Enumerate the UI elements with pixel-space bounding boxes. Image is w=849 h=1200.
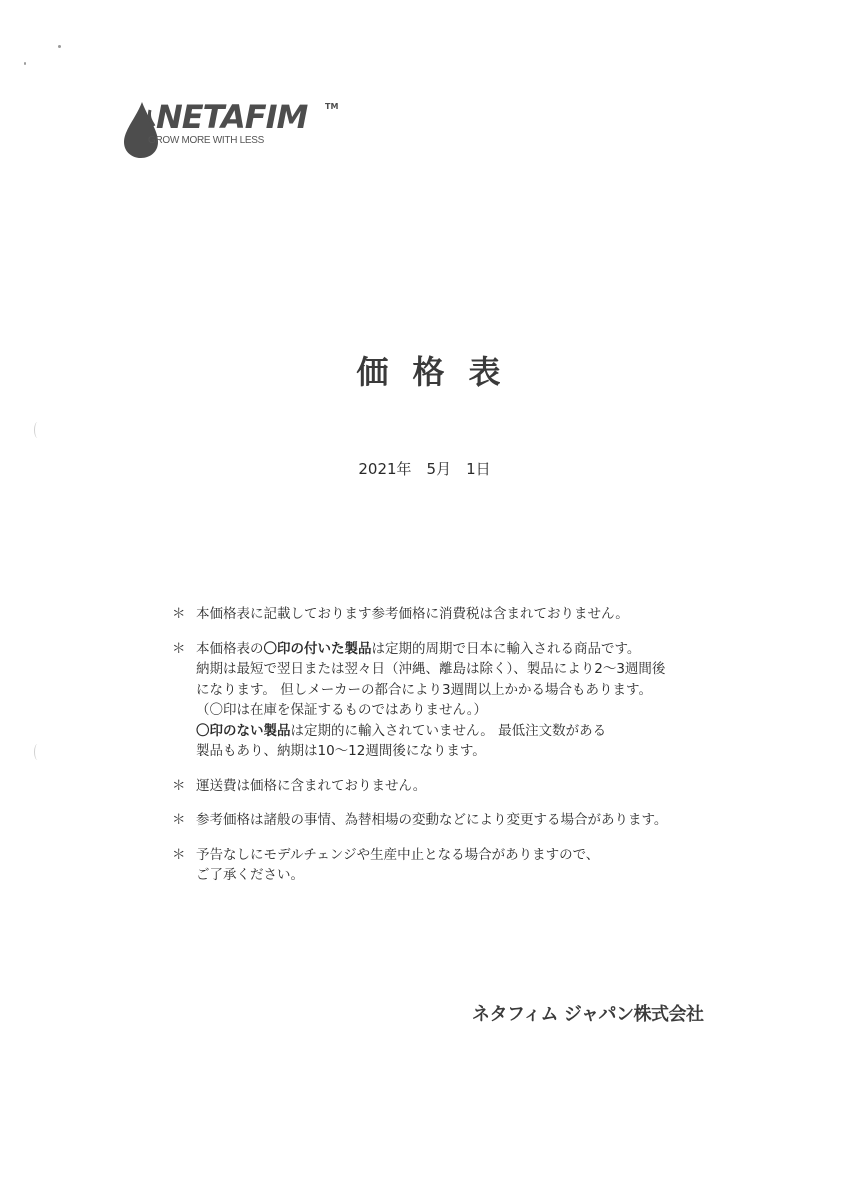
- note-line: [196, 700, 728, 721]
- scan-edge-mark: [34, 422, 41, 438]
- netafim-logo: [120, 98, 360, 162]
- note-text: 製品もあり、納期は10～12週間後になります。: [196, 743, 486, 759]
- note-text: 本価格表の: [196, 640, 264, 657]
- logo-trademark: TM: [325, 102, 339, 111]
- note-line: [196, 604, 728, 625]
- note-bullet: ＊: [172, 777, 186, 794]
- note-bullet: ＊: [172, 606, 186, 622]
- document-title: 価格表: [356, 353, 525, 391]
- notes-list: [168, 604, 728, 900]
- note-line: [196, 639, 728, 660]
- note-text: は定期的に輸入されていません。 最低注文数がある: [290, 722, 607, 739]
- note-text: 予告なしにモデルチェンジや生産中止となる場合がありますので、: [196, 846, 600, 863]
- note-line: [196, 865, 728, 886]
- note-item: [168, 639, 728, 762]
- note-text: は定期的周期で日本に輸入される商品です。: [371, 640, 641, 657]
- note-item: [168, 810, 728, 831]
- note-text: 参考価格は諸般の事情、為替相場の変動などにより変更する場合があります。: [196, 812, 668, 828]
- note-text: 本価格表に記載しております参考価格に消費税は含まれておりません。: [196, 606, 629, 622]
- company-name: ネタフィム ジャパン株式会社: [472, 1004, 704, 1025]
- logo-tagline: GROW MORE WITH LESS: [148, 135, 264, 146]
- note-line: [196, 741, 728, 762]
- note-item: [168, 604, 728, 625]
- note-line: [196, 776, 728, 797]
- logo-wordmark: NETAFIM: [156, 98, 308, 136]
- note-line: [196, 680, 728, 701]
- note-text: ご了承ください。: [196, 867, 304, 883]
- note-line: [196, 659, 728, 680]
- note-line: [196, 721, 728, 742]
- note-item: [168, 776, 728, 797]
- note-bullet: ＊: [172, 812, 186, 828]
- note-line: [196, 810, 728, 831]
- note-text: 納期は最短で翌日または翌々日（沖縄、離島は除く）、製品により2～3週間後: [196, 661, 666, 677]
- scan-speck: [58, 45, 61, 48]
- document-date: 2021年 5月 1日: [358, 460, 491, 478]
- note-item: [168, 845, 728, 886]
- scan-edge-mark: [34, 744, 41, 760]
- note-text: 運送費は価格に含まれておりません。: [196, 777, 427, 794]
- note-bullet: ＊: [172, 846, 186, 863]
- note-text: になります。 但しメーカーの都合により3週間以上かかる場合もあります。: [196, 681, 652, 698]
- note-emphasis: 〇印の付いた製品: [263, 640, 372, 657]
- note-line: [196, 845, 728, 866]
- scan-speck: [24, 62, 26, 65]
- note-bullet: ＊: [172, 640, 186, 657]
- note-text: （〇印は在庫を保証するものではありません。）: [196, 702, 488, 718]
- note-emphasis: 〇印のない製品: [196, 722, 291, 739]
